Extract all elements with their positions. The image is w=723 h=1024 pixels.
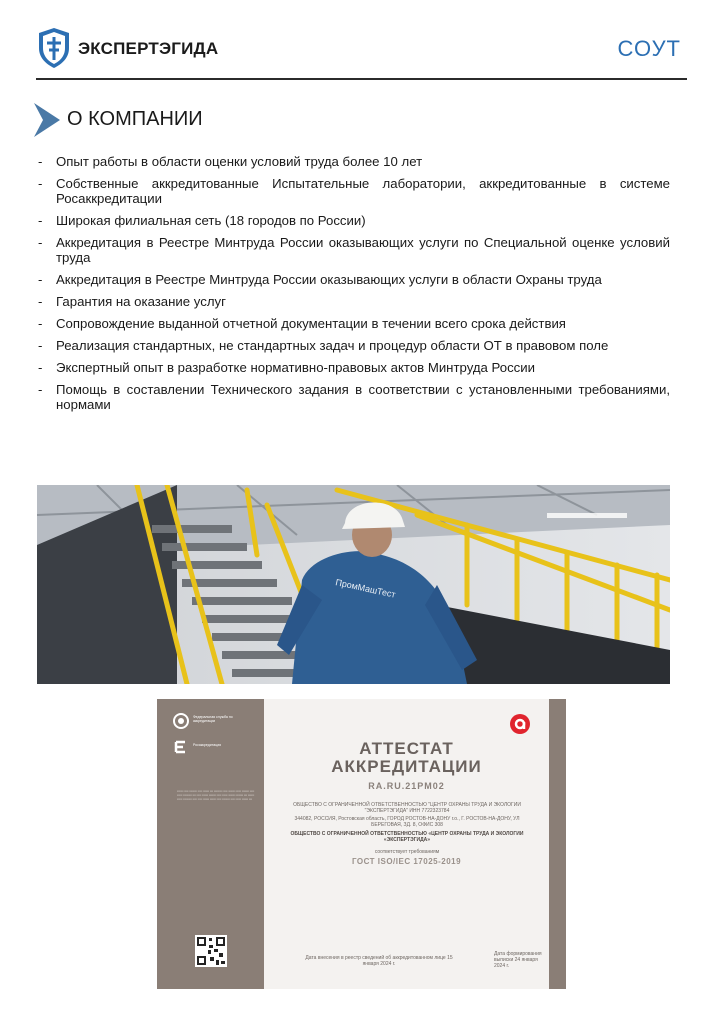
certificate-requirements-label: соответствует требованиям [374,849,440,855]
certificate-standard: ГОСТ ISO/IEC 17025-2019 [351,857,462,866]
list-item: - Собственные аккредитованные Испытательные лаборатории, аккредитованные в системе Росаккредитации [38,176,670,206]
qr-code-icon [195,935,227,967]
list-item: - Реализация стандартных, не стандартных задач и процедур области ОТ в правовом поле [38,338,609,353]
certificate-left-panel [157,699,264,989]
brand-name: ЭКСПЕРТЭГИДА [78,39,219,58]
certificate-address: 344082, РОССИЯ, Ростовская область, ГОРОД РОСТОВ-НА-ДОНУ г.о., Г. РОСТОВ-НА-ДОНУ, УЛ БЕРЕГОВАЯ, ЗД. 8, ОФИС 308 [294,816,520,828]
list-item: - Сопровождение выданной отчетной документации в течении всего срока действия [38,316,566,331]
left-org-name-2: Росаккредитация [193,743,222,747]
header-divider [36,78,687,80]
list-item: - Аккредитация в Реестре Минтруда России оказывающих услуги в области Охраны труда [38,272,602,287]
certificate-title-line1: АТТЕСТАТ [359,739,454,758]
list-item: - Гарантия на оказание услуг [38,294,226,309]
jacket-print: ПромМашТест [334,577,397,600]
list-item: - Помощь в составлении Технического задания в соответствии с установленными требованиями, нормами [38,382,670,412]
certificate-number: RA.RU.21PM02 [368,781,445,791]
section-title: О КОМПАНИИ [67,108,203,130]
chevron-right-icon [34,103,60,137]
certificate-issuer: ОБЩЕСТВО С ОГРАНИЧЕННОЙ ОТВЕТСТВЕННОСТЬЮ "ЦЕНТР ОХРАНЫ ТРУДА И ЭКОЛОГИИ "ЭКСПЕРТЭГИДА" ИНН 7722323784 [293,802,521,814]
certificate-page [264,699,549,989]
rosaccreditation-logo-icon [173,739,189,755]
shield-logo-icon [36,26,72,70]
list-item: - Опыт работы в области оценки условий труда более 10 лет [38,154,423,169]
certificate-title-line2: АККРЕДИТАЦИИ [331,757,482,776]
list-item: - Широкая филиальная сеть (18 городов по России) [38,213,366,228]
accreditation-mark-icon [509,713,531,735]
list-item: - Аккредитация в Реестре Минтруда России оказывающих услуги по Специальной оценке условий труда [38,235,670,265]
certificate-organization: ОБЩЕСТВО С ОГРАНИЧЕННОЙ ОТВЕТСТВЕННОСТЬЮ «ЦЕНТР ОХРАНЫ ТРУДА И ЭКОЛОГИИ «ЭКСПЕРТЭГИДА» [290,831,524,843]
worker-stairs-illustration [37,485,670,684]
header [36,26,687,76]
industrial-photo [37,485,670,684]
certificate-right-edge [549,699,566,989]
document-type: СОУТ [617,36,681,61]
accreditation-certificate [157,699,566,989]
left-panel-text: ▪▪▪▪▪▪ ▪▪▪▪ ▪▪▪▪▪▪▪ ▪▪▪▪ ▪▪▪▪▪▪ ▪▪▪ ▪▪▪▪▪▪▪▪ ▪▪▪▪ ▪▪▪▪▪▪ ▪▪▪▪▪ ▪▪▪▪▪▪▪ ▪▪▪▪ ▪▪▪▪▪ ▪▪▪▪▪▪▪▪ ▪▪▪ ▪▪▪▪ ▪▪▪▪▪▪ ▪▪▪▪▪▪▪ ▪▪▪▪ ▪▪▪▪▪ ▪▪▪▪▪▪ ▪▪▪▪▪▪▪ ▪▪▪ ▪▪▪▪▪▪ ▪▪▪▪▪ ▪▪▪▪▪▪▪▪ ▪▪▪▪ ▪▪▪▪ ▪▪▪▪▪▪ ▪▪▪▪▪▪ ▪▪▪▪ ▪▪▪▪▪▪▪ ▪▪▪▪ ▪▪▪▪▪ ▪▪▪▪▪▪ ▪▪▪ [177,789,255,802]
certificate-date: Дата внесения в реестр сведений об аккредитованном лице 15 января 2024 г. [305,955,453,967]
list-item: - Экспертный опыт в разработке нормативно-правовых актов Минтруда России [38,360,536,375]
accreditation-logo-icon [173,713,189,729]
left-org-name-1: Федеральная служба по аккредитации [193,715,233,723]
certificate-right-note: Дата формирования выписки 24 января 2024 г. [494,951,542,969]
feature-list [38,154,670,419]
